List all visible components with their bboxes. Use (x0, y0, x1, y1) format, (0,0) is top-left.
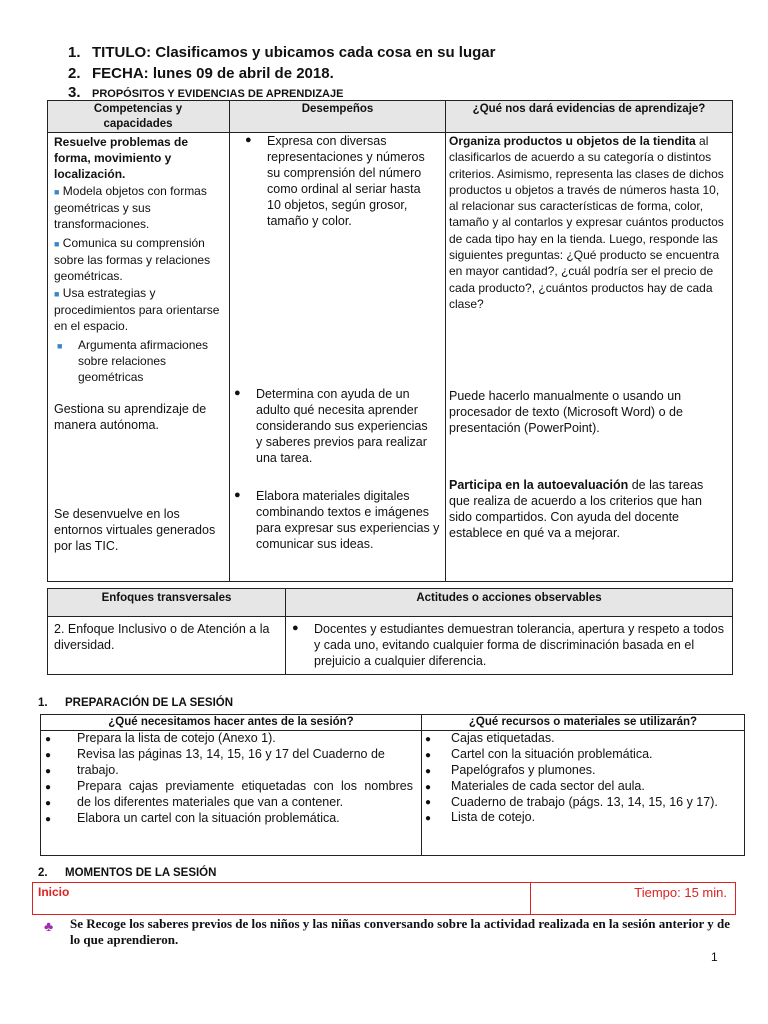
evidence-text: de las tareas que realiza de acuerdo a los criterios que han sido compartidos. Con ayuda del docente establece en qué va a mejorar. (449, 478, 704, 540)
square-bullet-icon: ■ (57, 341, 63, 351)
title-line (68, 44, 495, 61)
bullet-icon: ● (45, 798, 52, 810)
header-competencias: Competencias y capacidades (78, 102, 198, 132)
evidence-paragraph-2: Puede hacerlo manualmente o usando un procesador de texto (Microsoft Word) o de presentación (PowerPoint). (449, 389, 683, 435)
evidence-bold: Organiza productos u objetos de la tiendita (449, 134, 696, 148)
inicio-label: Inicio (38, 885, 70, 899)
performance-item: Determina con ayuda de un adulto qué necesita aprender considerando sus experiencias y saberes previos para realizar una tarea. (256, 387, 428, 465)
bullet-icon: ● (425, 813, 432, 825)
before-item (45, 731, 415, 747)
bullet-icon: ● (425, 750, 432, 762)
bullet-icon: ● (425, 797, 432, 809)
capacity-item (54, 285, 224, 334)
evidence-paragraph-3 (449, 477, 727, 541)
purposes-heading (68, 84, 343, 101)
bullet-icon: ● (234, 489, 241, 501)
evidence-paragraph-1 (449, 133, 725, 312)
before-text: Prepara la lista de cotejo (Anexo 1). (77, 731, 276, 745)
evidence-bold: Participa en la autoevaluación (449, 478, 629, 492)
header-evidencias: ¿Qué nos dará evidencias de aprendizaje? (446, 102, 732, 117)
moments-note: Se Recoge los saberes previos de los niños y las niñas conversando sobre la actividad realizada en la sesión anterior y de lo que aprendieron. (70, 916, 731, 947)
bullet-icon: ● (45, 814, 52, 826)
header-resources: ¿Qué recursos o materiales se utilizarán? (468, 716, 698, 728)
moments-number: 2. (38, 867, 48, 879)
inicio-box (32, 882, 736, 915)
resource-item (425, 763, 741, 779)
title-number: 1. (68, 44, 81, 61)
square-bullet-icon: ■ (54, 239, 60, 249)
performance-item: Elabora materiales digitales combinando textos e imágenes para expresar sus experiencias y comunicar sus ideas. (256, 489, 440, 551)
purposes-text: PROPÓSITOS Y EVIDENCIAS DE APRENDIZAJE (92, 88, 344, 100)
header-enfoques: Enfoques transversales (48, 591, 285, 606)
resource-item (425, 779, 741, 795)
resource-text: Cartel con la situación problemática. (451, 747, 653, 762)
bullet-icon: ● (45, 750, 52, 762)
capacity-item (54, 183, 224, 232)
resource-item (425, 810, 741, 826)
competency-virtual: Se desenvuelve en los entornos virtuales generados por las TIC. (54, 507, 216, 553)
date-number: 2. (68, 65, 81, 82)
resource-text: Cuaderno de trabajo (págs. 13, 14, 15, 16 y 17). (451, 795, 718, 810)
page-number: 1 (711, 950, 718, 964)
resource-text: Papelógrafos y plumones. (451, 763, 596, 778)
competency-autonomous: Gestiona su aprendizaje de manera autónoma. (54, 402, 207, 432)
header-before: ¿Qué necesitamos hacer antes de la sesión? (108, 716, 354, 728)
column-divider (229, 101, 230, 581)
resource-item (425, 795, 741, 810)
preparation-heading (38, 697, 233, 709)
capacity-text: Modela objetos con formas geométricas y sus transformaciones. (54, 184, 207, 231)
approaches-table (47, 588, 733, 675)
square-bullet-icon: ■ (54, 187, 60, 197)
bullet-icon: ● (425, 782, 432, 794)
approach-text: 2. Enfoque Inclusivo o de Atención a la diversidad. (54, 622, 270, 652)
square-bullet-icon: ■ (54, 289, 60, 299)
bullet-icon: ● (234, 387, 241, 399)
resources-list (425, 731, 741, 827)
column-divider (445, 101, 446, 581)
bullet-icon: ● (45, 766, 52, 778)
performance-item: Expresa con diversas representaciones y números su comprensión del número como ordinal al seriar hasta 10 objetos, según grosor, tamaño y color. (267, 134, 425, 228)
bullet-icon: ● (292, 622, 299, 634)
before-item (45, 747, 415, 763)
before-text: de los diferentes materiales que van a contener. (77, 795, 344, 810)
bullet-icon: ● (425, 734, 432, 745)
capacity-item (54, 235, 224, 284)
bullet-icon: ● (45, 734, 52, 745)
before-item (45, 763, 415, 779)
date-line (68, 65, 334, 82)
bullet-icon: ● (45, 782, 52, 794)
resource-item (425, 747, 741, 763)
before-item (45, 795, 415, 811)
resource-text: Lista de cotejo. (451, 810, 536, 825)
competency-title: Resuelve problemas de forma, movimiento y localización. (54, 135, 189, 181)
header-desempenos: Desempeños (230, 102, 445, 117)
bullet-icon: ● (245, 134, 252, 146)
moments-heading (38, 867, 216, 879)
before-text: Prepara cajas previamente etiquetadas con los nombres (77, 779, 413, 794)
inicio-time: Tiempo: 15 min. (634, 885, 727, 900)
before-item (45, 779, 415, 795)
before-text: Revisa las páginas 13, 14, 15, 16 y 17 del Cuaderno de (77, 747, 385, 762)
moments-title: MOMENTOS DE LA SESIÓN (65, 867, 217, 879)
clover-bullet-icon: ♣ (44, 918, 54, 934)
resource-item (425, 731, 741, 747)
title-text: TITULO: Clasificamos y ubicamos cada cosa en su lugar (92, 44, 496, 61)
purposes-table (47, 100, 733, 582)
before-list (45, 731, 415, 828)
before-item (45, 811, 415, 827)
header-actitudes: Actitudes o acciones observables (286, 591, 732, 606)
before-text: trabajo. (77, 763, 119, 778)
capacity-text: Argumenta afirmaciones sobre relaciones geométricas (78, 338, 209, 384)
preparation-title: PREPARACIÓN DE LA SESIÓN (65, 697, 234, 709)
date-text: FECHA: lunes 09 de abril de 2018. (92, 65, 334, 82)
evidence-text: al clasificarlos de acuerdo a su categoría o distintos criterios. Asimismo, representa las clases de dichos productos u objetos a través de números hasta 10, al relacionar sus características de forma, color, tamaño y al contarlos y expresar cuántos productos de cada tipo hay en la tienda. Luego, responde las siguientes preguntas: ¿Qué producto se encuentra en mayor cantidad?, ¿cuál podría ser el precio de cada producto?, ¿cuántos productos hay de cada clase? (449, 134, 724, 311)
preparation-number: 1. (38, 697, 48, 709)
column-divider (421, 715, 422, 855)
inicio-divider (530, 883, 531, 914)
resource-text: Cajas etiquetadas. (451, 731, 555, 745)
capacity-text: Usa estrategias y procedimientos para orientarse en el espacio. (54, 286, 220, 333)
before-text: Elabora un cartel con la situación problemática. (77, 811, 340, 826)
resource-text: Materiales de cada sector del aula. (451, 779, 645, 794)
bullet-icon: ● (425, 766, 432, 778)
purposes-number: 3. (68, 84, 81, 101)
approach-action: Docentes y estudiantes demuestran tolerancia, apertura y respeto a todos y cada uno, evitando cualquier forma de discriminación basada en el prejuicio a cualquier diferencia. (314, 622, 724, 668)
preparation-table (40, 714, 745, 856)
capacity-text: Comunica su comprensión sobre las formas y relaciones geométricas. (54, 236, 211, 283)
